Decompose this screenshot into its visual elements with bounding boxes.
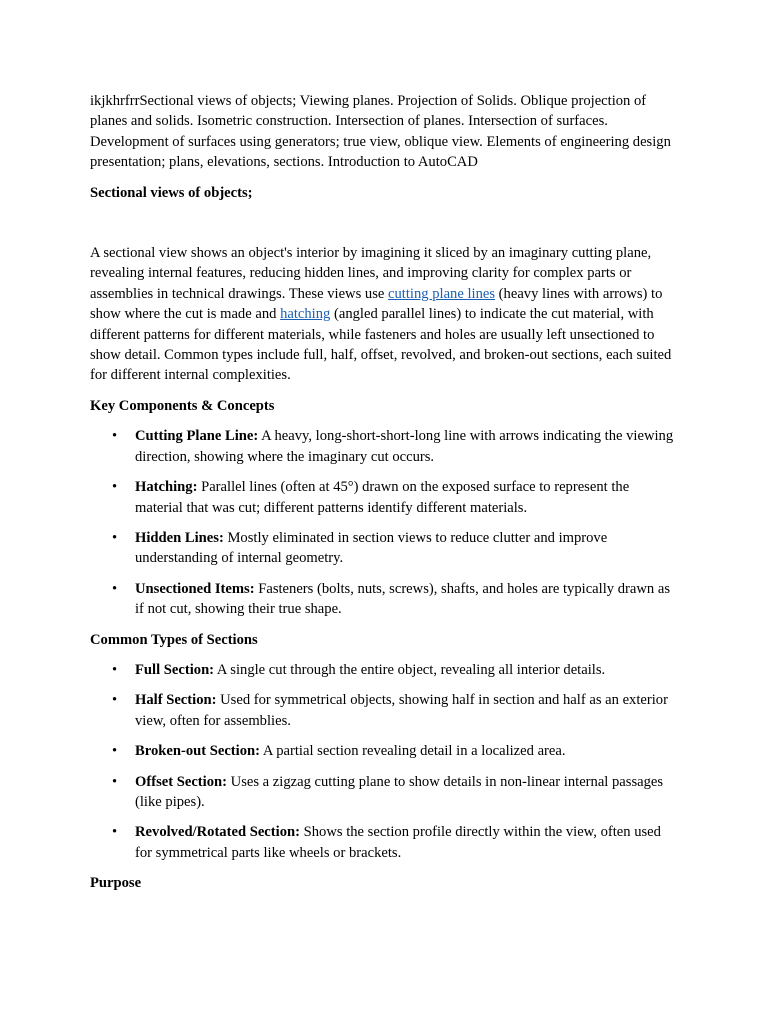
key-components-list xyxy=(90,426,680,619)
bullet-icon: • xyxy=(112,824,118,841)
key-components-heading: Key Components & Concepts xyxy=(90,397,275,414)
bullet-icon: • xyxy=(112,529,118,546)
paragraph-text-3: (angled parallel lines) to indicate the cut material, with different patterns for different materials, while fasteners and holes are usually left unsectioned to show detail. Common types include full, half, offset, revolved, and broken-out sections, each suited for different internal complexities. xyxy=(90,306,672,384)
bullet-icon: • xyxy=(112,580,118,597)
list-item xyxy=(90,741,680,761)
list-item-term: Cutting Plane Line: xyxy=(135,428,259,445)
list-item xyxy=(90,772,680,813)
list-item xyxy=(90,528,680,569)
list-item-term: Hidden Lines: xyxy=(135,529,224,546)
bullet-icon: • xyxy=(112,661,118,678)
common-types-list xyxy=(90,660,680,863)
cutting-plane-lines-link[interactable]: cutting plane lines xyxy=(388,285,496,302)
paragraph-text-1: A sectional view shows an object's interior by imagining it sliced by an imaginary cutting plane, revealing internal features, reducing hidden lines, and improving clarity for complex parts or assemblies in technical drawings. These views use xyxy=(90,245,652,302)
paragraph-text-2: (heavy lines with arrows) to show where the cut is made and xyxy=(90,285,663,323)
list-item-text: Parallel lines (often at 45°) drawn on the exposed surface to represent the material that was cut; different patterns identify different materials. xyxy=(135,479,630,516)
common-types-heading: Common Types of Sections xyxy=(90,631,258,648)
sectional-view-description xyxy=(90,243,680,386)
intro-paragraph: ikjkhrfrrSectional views of objects; Viewing planes. Projection of Solids. Oblique projection of planes and solids. Isometric construction. Intersection of planes. Intersection of surfaces. Development of surfaces using generators; true view, oblique view. Elements of engineering design presentation; plans, elevations, sections. Introduction to AutoCAD xyxy=(90,93,671,171)
list-item-term: Broken-out Section: xyxy=(135,743,260,760)
list-item-term: Unsectioned Items: xyxy=(135,580,255,597)
list-item xyxy=(90,477,680,518)
bullet-icon: • xyxy=(112,428,118,445)
list-item xyxy=(90,690,680,731)
list-item-text: Used for symmetrical objects, showing half in section and half as an exterior view, often for assemblies. xyxy=(135,692,668,729)
list-item-text: Mostly eliminated in section views to reduce clutter and improve understanding of internal geometry. xyxy=(135,529,608,567)
list-item-term: Offset Section: xyxy=(135,773,227,790)
list-item-text: Fasteners (bolts, nuts, screws), shafts, and holes are typically drawn as if not cut, showing their true shape. xyxy=(135,580,670,618)
document-page xyxy=(90,91,680,904)
list-item-text: Shows the section profile directly within the view, often used for symmetrical parts like wheels or brackets. xyxy=(135,824,661,861)
list-item-term: Hatching: xyxy=(135,479,198,496)
list-item-term: Full Section: xyxy=(135,661,215,678)
list-item xyxy=(90,660,680,680)
list-item-text: A partial section revealing detail in a localized area. xyxy=(260,743,566,760)
list-item xyxy=(90,579,680,620)
list-item-text: A single cut through the entire object, revealing all interior details. xyxy=(214,661,606,678)
list-item-term: Half Section: xyxy=(135,692,217,709)
bullet-icon: • xyxy=(112,479,118,496)
bullet-icon: • xyxy=(112,743,118,760)
hatching-link[interactable]: hatching xyxy=(280,306,331,323)
list-item-text: A heavy, long-short-short-long line with arrows indicating the viewing direction, showing where the imaginary cut occurs. xyxy=(135,428,674,465)
list-item xyxy=(90,426,680,467)
purpose-heading: Purpose xyxy=(90,875,142,892)
sectional-views-heading: Sectional views of objects; xyxy=(90,184,253,201)
bullet-icon: • xyxy=(112,692,118,709)
bullet-icon: • xyxy=(112,773,118,790)
list-item xyxy=(90,822,680,863)
list-item-term: Revolved/Rotated Section: xyxy=(135,824,300,841)
list-item-text: Uses a zigzag cutting plane to show details in non-linear internal passages (like pipes). xyxy=(135,773,664,810)
